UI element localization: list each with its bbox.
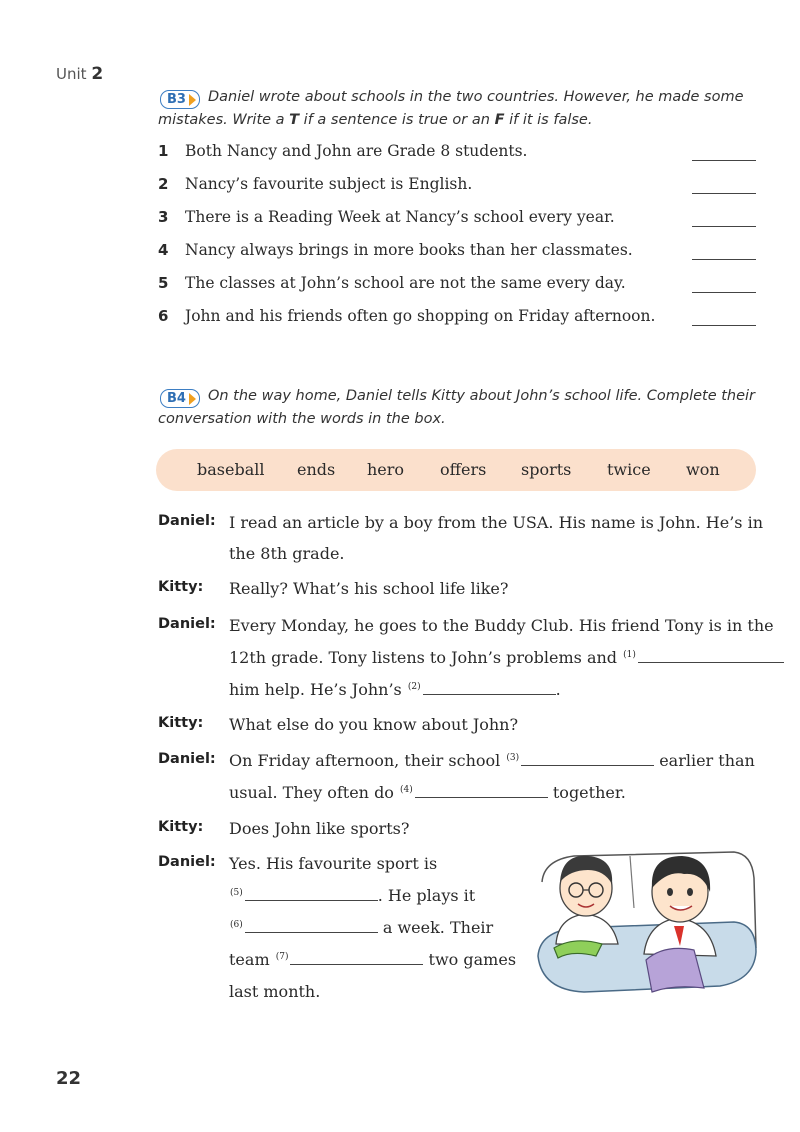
conversation-line: last month.: [229, 982, 321, 1001]
list-item: 4 Nancy always brings in more books than her classmates.: [158, 239, 756, 272]
students-on-bus-illustration: [534, 848, 758, 996]
conversation-line: Daniel: I read an article by a boy from the USA. His name is John. He’s in: [158, 513, 764, 532]
speaker: Kitty:: [158, 579, 204, 595]
list-item: 1 Both Nancy and John are Grade 8 students.: [158, 140, 756, 173]
b3-badge: B3: [160, 90, 200, 109]
true-false-list: [158, 140, 756, 338]
list-item: 2 Nancy’s favourite subject is English.: [158, 173, 756, 206]
conversation-line: 12th grade. Tony listens to John’s problems and $^{(1)}$: [158, 644, 758, 674]
word-item: sports: [521, 460, 572, 479]
conversation-line: Kitty: Really? What’s his school life like?: [158, 579, 509, 598]
word-item: baseball: [197, 460, 265, 479]
conversation-line: team $^{(7)}$ two games: [229, 950, 517, 969]
conversation-line: him help. He’s John’s $^{(2)}$ .: [229, 680, 561, 699]
answer-blank[interactable]: [290, 950, 423, 965]
answer-blank[interactable]: [245, 918, 378, 933]
word-item: offers: [440, 460, 487, 479]
play-arrow-icon: [189, 393, 196, 405]
unit-label: Unit 2: [56, 64, 104, 84]
speaker: Daniel:: [158, 854, 216, 870]
page-number: 22: [56, 1068, 82, 1089]
list-item: 6 John and his friends often go shopping on Friday afternoon.: [158, 305, 756, 338]
b3-instruction: B3 Daniel wrote about schools in the two countries. However, he made some mistakes. Write a T if a sentence is true or an F if it is false.: [158, 89, 744, 128]
word-item: hero: [367, 460, 405, 479]
conversation-line: Daniel: On Friday afternoon, their school $^{(3)}$ earlier than: [158, 751, 755, 770]
answer-blank[interactable]: [692, 226, 756, 227]
answer-blank[interactable]: [245, 886, 378, 901]
conversation-line: $^{(5)}$ . He plays it: [230, 886, 476, 905]
speaker: Daniel:: [158, 616, 216, 632]
answer-blank[interactable]: [423, 680, 556, 695]
answer-blank[interactable]: [692, 193, 756, 194]
b4-instruction: B4 On the way home, Daniel tells Kitty about John’s school life. Complete their conversation with the words in the box.: [158, 388, 756, 427]
answer-blank[interactable]: [692, 160, 756, 161]
speaker: Kitty:: [158, 819, 204, 835]
conversation-line: Daniel: Every Monday, he goes to the Buddy Club. His friend Tony is in the: [158, 616, 774, 635]
conversation-line: the 8th grade.: [229, 544, 345, 563]
answer-blank[interactable]: [692, 325, 756, 326]
word-item: won: [686, 460, 720, 479]
play-arrow-icon: [189, 94, 196, 106]
list-item: 5 The classes at John’s school are not the same every day.: [158, 272, 756, 305]
conversation-line: Kitty: What else do you know about John?: [158, 715, 519, 734]
speaker: Kitty:: [158, 715, 204, 731]
word-item: twice: [607, 460, 651, 479]
word-item: ends: [297, 460, 336, 479]
list-item: 3 There is a Reading Week at Nancy’s school every year.: [158, 206, 756, 239]
answer-blank[interactable]: [692, 292, 756, 293]
conversation-line: Kitty: Does John like sports?: [158, 819, 410, 838]
answer-blank[interactable]: [415, 783, 548, 798]
answer-blank[interactable]: [638, 648, 784, 663]
answer-blank[interactable]: [521, 751, 654, 766]
conversation-line: $^{(6)}$ a week. Their: [230, 918, 494, 937]
answer-blank[interactable]: [692, 259, 756, 260]
word-box: [156, 449, 756, 491]
unit-number: 2: [91, 64, 104, 84]
b4-badge: B4: [160, 389, 200, 408]
conversation-line: Daniel: Yes. His favourite sport is: [158, 854, 438, 873]
speaker: Daniel:: [158, 513, 216, 529]
conversation-line: usual. They often do $^{(4)}$ together.: [229, 783, 626, 802]
speaker: Daniel:: [158, 751, 216, 767]
